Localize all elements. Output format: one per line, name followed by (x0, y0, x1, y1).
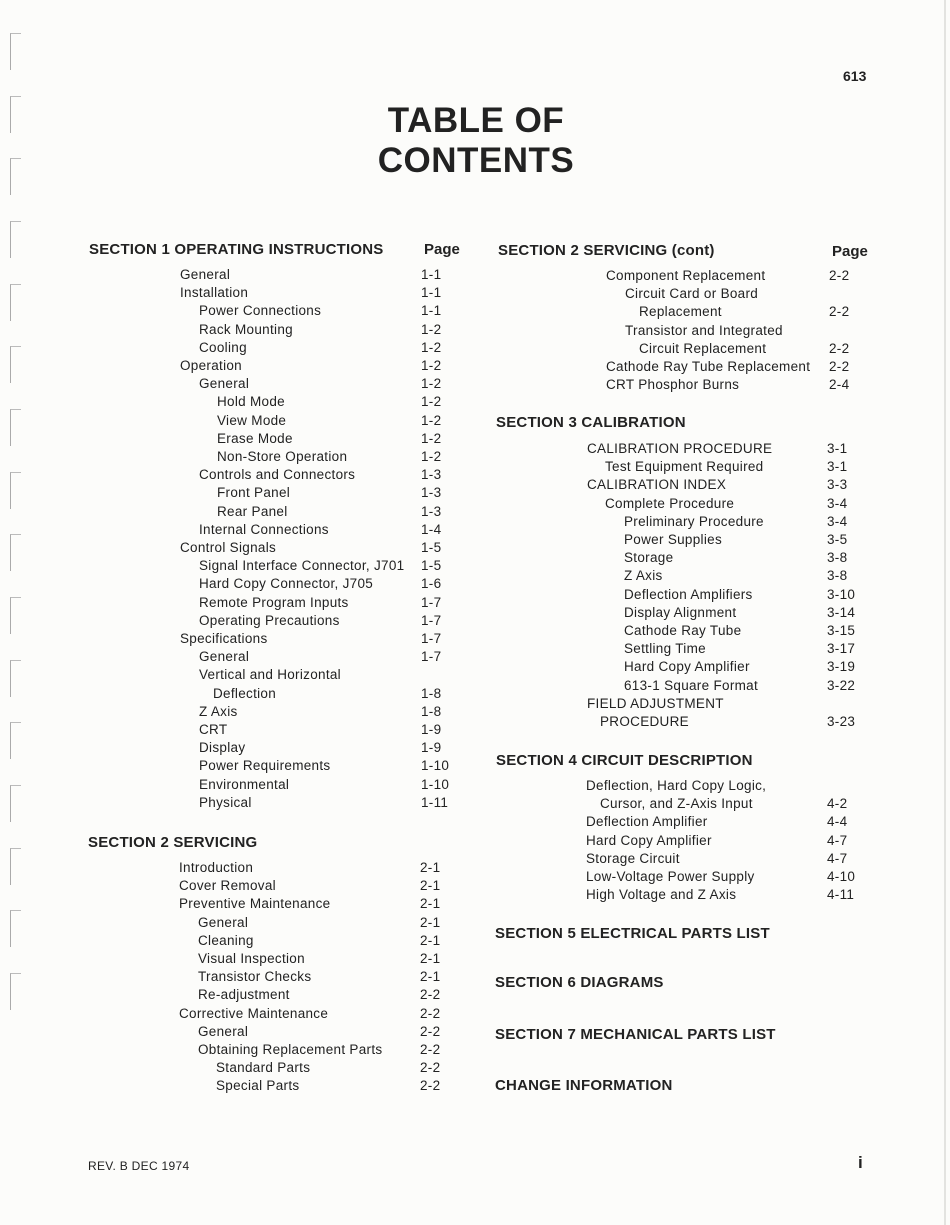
toc-entry-page: 2-1 (420, 951, 441, 966)
section-7-heading: SECTION 7 MECHANICAL PARTS LIST (495, 1026, 776, 1043)
toc-entry-page: 2-1 (420, 914, 441, 930)
title-line-2: CONTENTS (377, 141, 575, 180)
toc-entry-title: Vertical and Horizontal (199, 667, 341, 683)
toc-entry-title: Physical (199, 794, 252, 810)
toc-entry-title: Operating Precautions (199, 612, 340, 628)
toc-entry-page: 1-2 (421, 321, 442, 337)
toc-entry-title: Installation (180, 285, 249, 301)
toc-entry-title: Rear Panel (217, 503, 288, 519)
toc-entry-title: Deflection Amplifier (586, 814, 708, 830)
page-folio: i (858, 1153, 863, 1172)
change-information-heading: CHANGE INFORMATION (495, 1077, 673, 1094)
section-1-heading: SECTION 1 OPERATING INSTRUCTIONS (89, 241, 384, 258)
toc-entry-page: 1-2 (421, 412, 442, 428)
toc-entry-title: Cover Removal (179, 878, 276, 894)
toc-entry-page: 3-23 (827, 714, 856, 729)
toc-entry-page: 1-2 (421, 358, 442, 373)
title-line-1: TABLE OF (387, 101, 565, 140)
toc-entry-title: Cursor, and Z-Axis Input (600, 796, 753, 812)
toc-entry-page: 2-1 (420, 878, 441, 894)
toc-entry-page: 1-9 (421, 722, 442, 737)
page-edge-shadow (944, 0, 946, 1225)
toc-entry-title: Preventive Maintenance (179, 896, 331, 912)
toc-entry-title: Storage Circuit (586, 850, 680, 866)
toc-entry-title: Cathode Ray Tube Replacement (606, 359, 811, 374)
toc-entry-page: 3-4 (827, 495, 848, 511)
toc-entry-page: 3-3 (827, 477, 848, 493)
toc-entry-page: 2-2 (420, 1060, 441, 1076)
page-title (300, 101, 652, 181)
toc-entry-title: Visual Inspection (198, 951, 305, 966)
toc-entry-title: Display (199, 740, 246, 756)
toc-entry-page: 1-1 (421, 285, 442, 301)
toc-entry-page: 2-4 (829, 377, 850, 393)
section-3-heading: SECTION 3 CALIBRATION (496, 414, 686, 431)
section-5-heading: SECTION 5 ELECTRICAL PARTS LIST (495, 925, 770, 942)
toc-entry-title: High Voltage and Z Axis (586, 887, 737, 903)
toc-entry-title: Replacement (639, 304, 722, 320)
toc-entry-title: Power Requirements (199, 758, 331, 774)
toc-entry-title: Specifications (180, 631, 268, 646)
toc-entry-page: 2-2 (420, 1042, 441, 1057)
toc-entry-title: Cooling (199, 339, 247, 355)
toc-entry-title: Operation (180, 358, 242, 373)
toc-entry-title: Storage (624, 550, 674, 566)
toc-entry-title: Hard Copy Connector, J705 (199, 576, 374, 592)
toc-entry-page: 1-7 (421, 612, 442, 628)
toc-entry-page: 2-2 (829, 340, 850, 356)
toc-entry-title: Corrective Maintenance (179, 1005, 329, 1021)
toc-entry-page: 3-15 (827, 623, 856, 638)
toc-entry-title: Hard Copy Amplifier (624, 659, 750, 675)
revision-note: REV. B DEC 1974 (88, 1159, 190, 1173)
toc-entry-page: 2-2 (829, 268, 850, 283)
toc-entry-page: 3-5 (827, 532, 848, 547)
toc-entry-page: 1-7 (421, 649, 442, 665)
toc-entry-page: 4-11 (827, 887, 855, 903)
toc-entry-page: 3-1 (827, 441, 848, 456)
toc-entry-title: Cleaning (198, 932, 254, 948)
toc-entry-title: Deflection Amplifiers (624, 586, 753, 602)
toc-entry-page: 2-2 (420, 1078, 441, 1094)
toc-entry-page: 1-2 (421, 430, 442, 446)
toc-entry-title: Erase Mode (217, 430, 293, 446)
toc-entry-page: 2-1 (420, 932, 441, 948)
toc-entry-page: 1-7 (421, 631, 442, 646)
toc-entry-title: Low-Voltage Power Supply (586, 869, 755, 884)
toc-entry-page: 4-10 (827, 869, 856, 884)
page-column-header-left: Page (424, 241, 460, 258)
toc-entry-page: 3-10 (827, 586, 856, 602)
toc-entry-page: 1-7 (421, 594, 442, 610)
toc-entry-title: Hard Copy Amplifier (586, 832, 712, 848)
toc-entry-page: 3-8 (827, 568, 848, 584)
toc-entry-title: Transistor and Integrated (625, 322, 783, 338)
toc-entry-title: Control Signals (180, 540, 277, 555)
toc-entry-page: 1-8 (421, 703, 442, 719)
toc-entry-page: 1-3 (421, 485, 442, 501)
toc-entry-page: 2-1 (420, 969, 441, 985)
toc-entry-title: Obtaining Replacement Parts (198, 1042, 383, 1057)
page-column-header-right: Page (832, 243, 868, 260)
toc-entry-page: 1-5 (421, 540, 442, 555)
toc-entry-page: 3-19 (827, 659, 856, 675)
toc-entry-title: General (180, 267, 231, 282)
toc-entry-page: 1-8 (421, 685, 442, 701)
toc-entry-title: General (198, 914, 249, 930)
toc-entry-title: Complete Procedure (605, 495, 735, 511)
toc-entry-page: 2-1 (420, 896, 441, 912)
toc-entry-title: CALIBRATION PROCEDURE (587, 441, 773, 456)
toc-entry-page: 4-7 (827, 832, 848, 848)
toc-entry-title: Controls and Connectors (199, 467, 356, 483)
toc-entry-title: Z Axis (199, 703, 238, 719)
toc-entry-page: 1-9 (421, 740, 442, 756)
toc-entry-title: General (198, 1023, 249, 1039)
toc-entry-title: Component Replacement (606, 268, 766, 283)
toc-entry-title: Re-adjustment (198, 987, 290, 1003)
toc-entry-page: 2-2 (420, 1005, 441, 1021)
section-2-heading: SECTION 2 SERVICING (88, 834, 258, 851)
toc-entry-page: 3-8 (827, 550, 848, 566)
toc-entry-title: Remote Program Inputs (199, 594, 349, 610)
toc-entry-title: Deflection, Hard Copy Logic, (586, 778, 767, 793)
toc-entry-title: Circuit Card or Board (625, 286, 759, 302)
toc-entry-title: Test Equipment Required (605, 459, 764, 475)
model-number: 613 (843, 68, 867, 84)
toc-entry-title: Environmental (199, 776, 290, 792)
toc-entry-title: Deflection (213, 685, 277, 701)
toc-entry-page: 4-2 (827, 796, 848, 812)
toc-entry-title: Power Connections (199, 303, 322, 319)
toc-entry-title: Introduction (179, 860, 254, 875)
section-4-heading: SECTION 4 CIRCUIT DESCRIPTION (496, 752, 753, 769)
toc-entry-page: 4-4 (827, 814, 848, 830)
toc-entry-page: 1-6 (421, 576, 442, 592)
toc-entry-page: 1-1 (421, 267, 442, 282)
toc-entry-page: 4-7 (827, 850, 848, 866)
toc-entry-title: Z Axis (624, 568, 663, 584)
toc-entry-title: Cathode Ray Tube (624, 623, 742, 638)
toc-entry-page: 1-10 (421, 776, 450, 792)
toc-entry-page: 1-2 (421, 394, 442, 410)
toc-entry-page: 1-10 (421, 758, 450, 774)
toc-entry-page: 3-14 (827, 604, 856, 620)
toc-entry-page: 1-2 (421, 449, 442, 464)
toc-entry-page: 3-1 (827, 459, 848, 475)
toc-entry-page: 1-5 (421, 558, 442, 574)
toc-entry-title: General (199, 376, 250, 392)
toc-entry-title: CRT Phosphor Burns (606, 377, 740, 393)
toc-entry-title: Transistor Checks (198, 969, 312, 985)
toc-entry-page: 2-2 (829, 359, 850, 374)
section-2-cont-heading: SECTION 2 SERVICING (cont) (498, 242, 715, 259)
toc-entry-page: 2-2 (420, 987, 441, 1003)
toc-entry-title: Signal Interface Connector, J701 (199, 558, 405, 574)
toc-entry-page: 1-3 (421, 503, 442, 519)
toc-entry-title: Settling Time (624, 641, 706, 657)
toc-entry-page: 1-11 (421, 794, 449, 810)
toc-entry-title: Circuit Replacement (639, 340, 767, 356)
toc-entry-page: 3-22 (827, 677, 856, 693)
toc-entry-page: 1-4 (421, 521, 442, 537)
toc-entry-title: View Mode (217, 412, 287, 428)
section-6-heading: SECTION 6 DIAGRAMS (495, 974, 664, 991)
toc-entry-page: 1-1 (421, 303, 442, 319)
toc-entry-page: 1-2 (421, 339, 442, 355)
toc-entry-page: 1-2 (421, 376, 442, 392)
toc-entry-title: General (199, 649, 250, 665)
toc-entry-title: Special Parts (216, 1078, 300, 1094)
toc-entry-title: CRT (199, 722, 228, 737)
toc-entry-page: 2-2 (829, 304, 850, 320)
toc-entry-title: Internal Connections (199, 521, 329, 537)
toc-entry-title: 613-1 Square Format (624, 677, 759, 693)
toc-entry-title: PROCEDURE (600, 714, 689, 729)
toc-entry-page: 3-17 (827, 641, 856, 657)
toc-entry-page: 2-1 (420, 860, 441, 875)
toc-entry-title: CALIBRATION INDEX (587, 477, 727, 493)
toc-entry-title: Rack Mounting (199, 321, 293, 337)
toc-entry-title: Standard Parts (216, 1060, 311, 1076)
toc-entry-page: 1-3 (421, 467, 442, 483)
toc-entry-title: Power Supplies (624, 532, 723, 547)
toc-entry-page: 2-2 (420, 1023, 441, 1039)
toc-entry-title: Hold Mode (217, 394, 285, 410)
toc-entry-title: Non-Store Operation (217, 449, 348, 464)
toc-entry-title: Preliminary Procedure (624, 513, 764, 529)
toc-entry-page: 3-4 (827, 513, 848, 529)
toc-entry-title: Display Alignment (624, 604, 737, 620)
toc-entry-title: Front Panel (217, 485, 291, 501)
toc-entry-title: FIELD ADJUSTMENT (587, 695, 724, 711)
